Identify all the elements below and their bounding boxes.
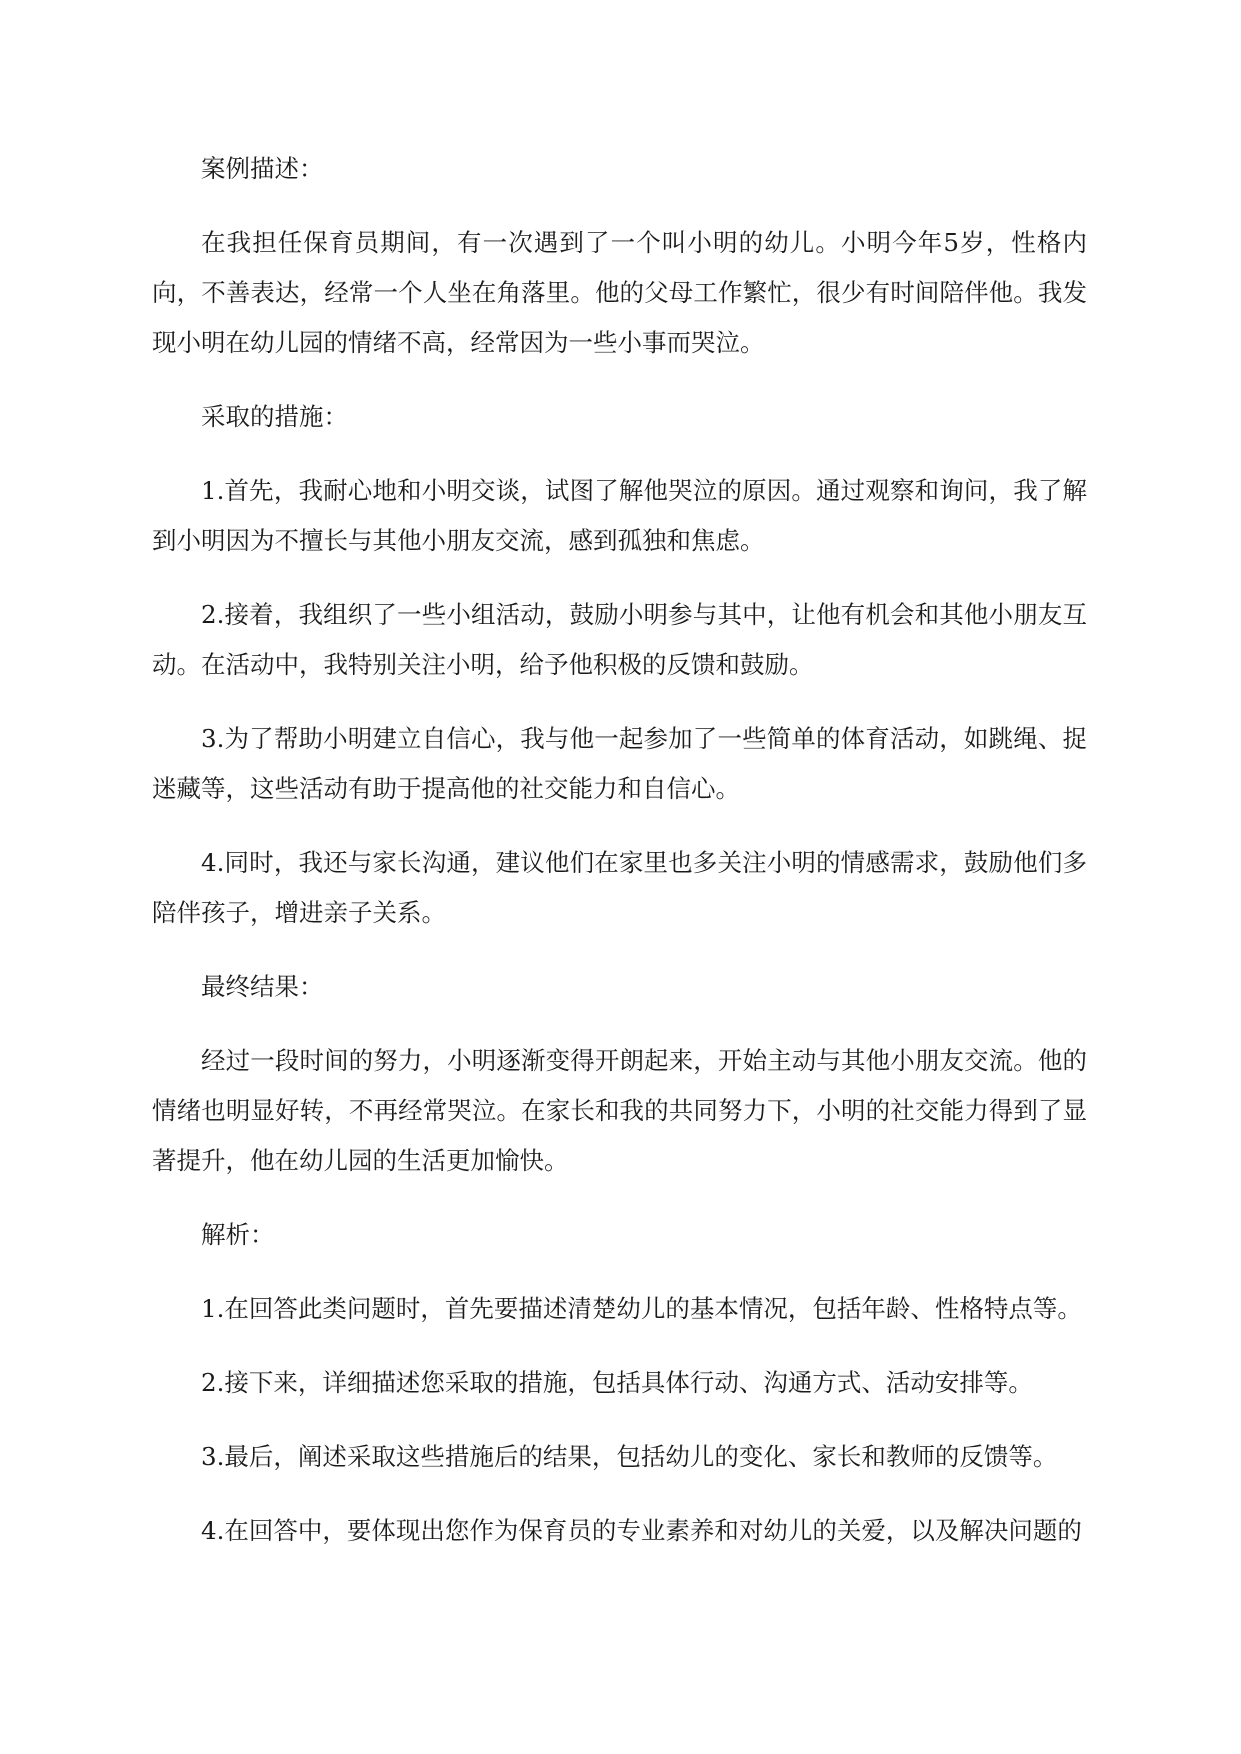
analysis-item-3: 3.最后，阐述采取这些措施后的结果，包括幼儿的变化、家长和教师的反馈等。 [201,1442,1058,1471]
heading-case-description: 案例描述： [201,154,324,183]
case-description-paragraph: 在我担任保育员期间，有一次遇到了一个叫小明的幼儿。小明今年5岁，性格内向，不善表达，经常一个人坐在角落里。他的父母工作繁忙，很少有时间陪伴他。我发现小明在幼儿园的情绪不高，经常因为一些小事而哭泣。 [152,228,1087,357]
measure-item-3: 3.为了帮助小明建立自信心，我与他一起参加了一些简单的体育活动，如跳绳、捉迷藏等，这些活动有助于提高他的社交能力和自信心。 [152,724,1087,803]
heading-analysis: 解析： [201,1220,275,1249]
final-result-paragraph: 经过一段时间的努力，小明逐渐变得开朗起来，开始主动与其他小朋友交流。他的情绪也明显好转，不再经常哭泣。在家长和我的共同努力下，小明的社交能力得到了显著提升，他在幼儿园的生活更加愉快。 [152,1046,1087,1175]
heading-measures: 采取的措施： [201,402,348,431]
measure-item-1: 1.首先，我耐心地和小明交谈，试图了解他哭泣的原因。通过观察和询问，我了解到小明因为不擅长与其他小朋友交流，感到孤独和焦虑。 [152,476,1087,555]
analysis-item-4: 4.在回答中，要体现出您作为保育员的专业素养和对幼儿的关爱，以及解决问题的 [201,1516,1082,1545]
measure-item-2: 2.接着，我组织了一些小组活动，鼓励小明参与其中，让他有机会和其他小朋友互动。在活动中，我特别关注小明，给予他积极的反馈和鼓励。 [152,600,1087,679]
analysis-item-1: 1.在回答此类问题时，首先要描述清楚幼儿的基本情况，包括年龄、性格特点等。 [201,1294,1082,1323]
analysis-item-2: 2.接下来，详细描述您采取的措施，包括具体行动、沟通方式、活动安排等。 [201,1368,1033,1397]
heading-final-result: 最终结果： [201,972,324,1001]
document-body [152,144,1087,1580]
measure-item-4: 4.同时，我还与家长沟通，建议他们在家里也多关注小明的情感需求，鼓励他们多陪伴孩子，增进亲子关系。 [152,848,1087,927]
